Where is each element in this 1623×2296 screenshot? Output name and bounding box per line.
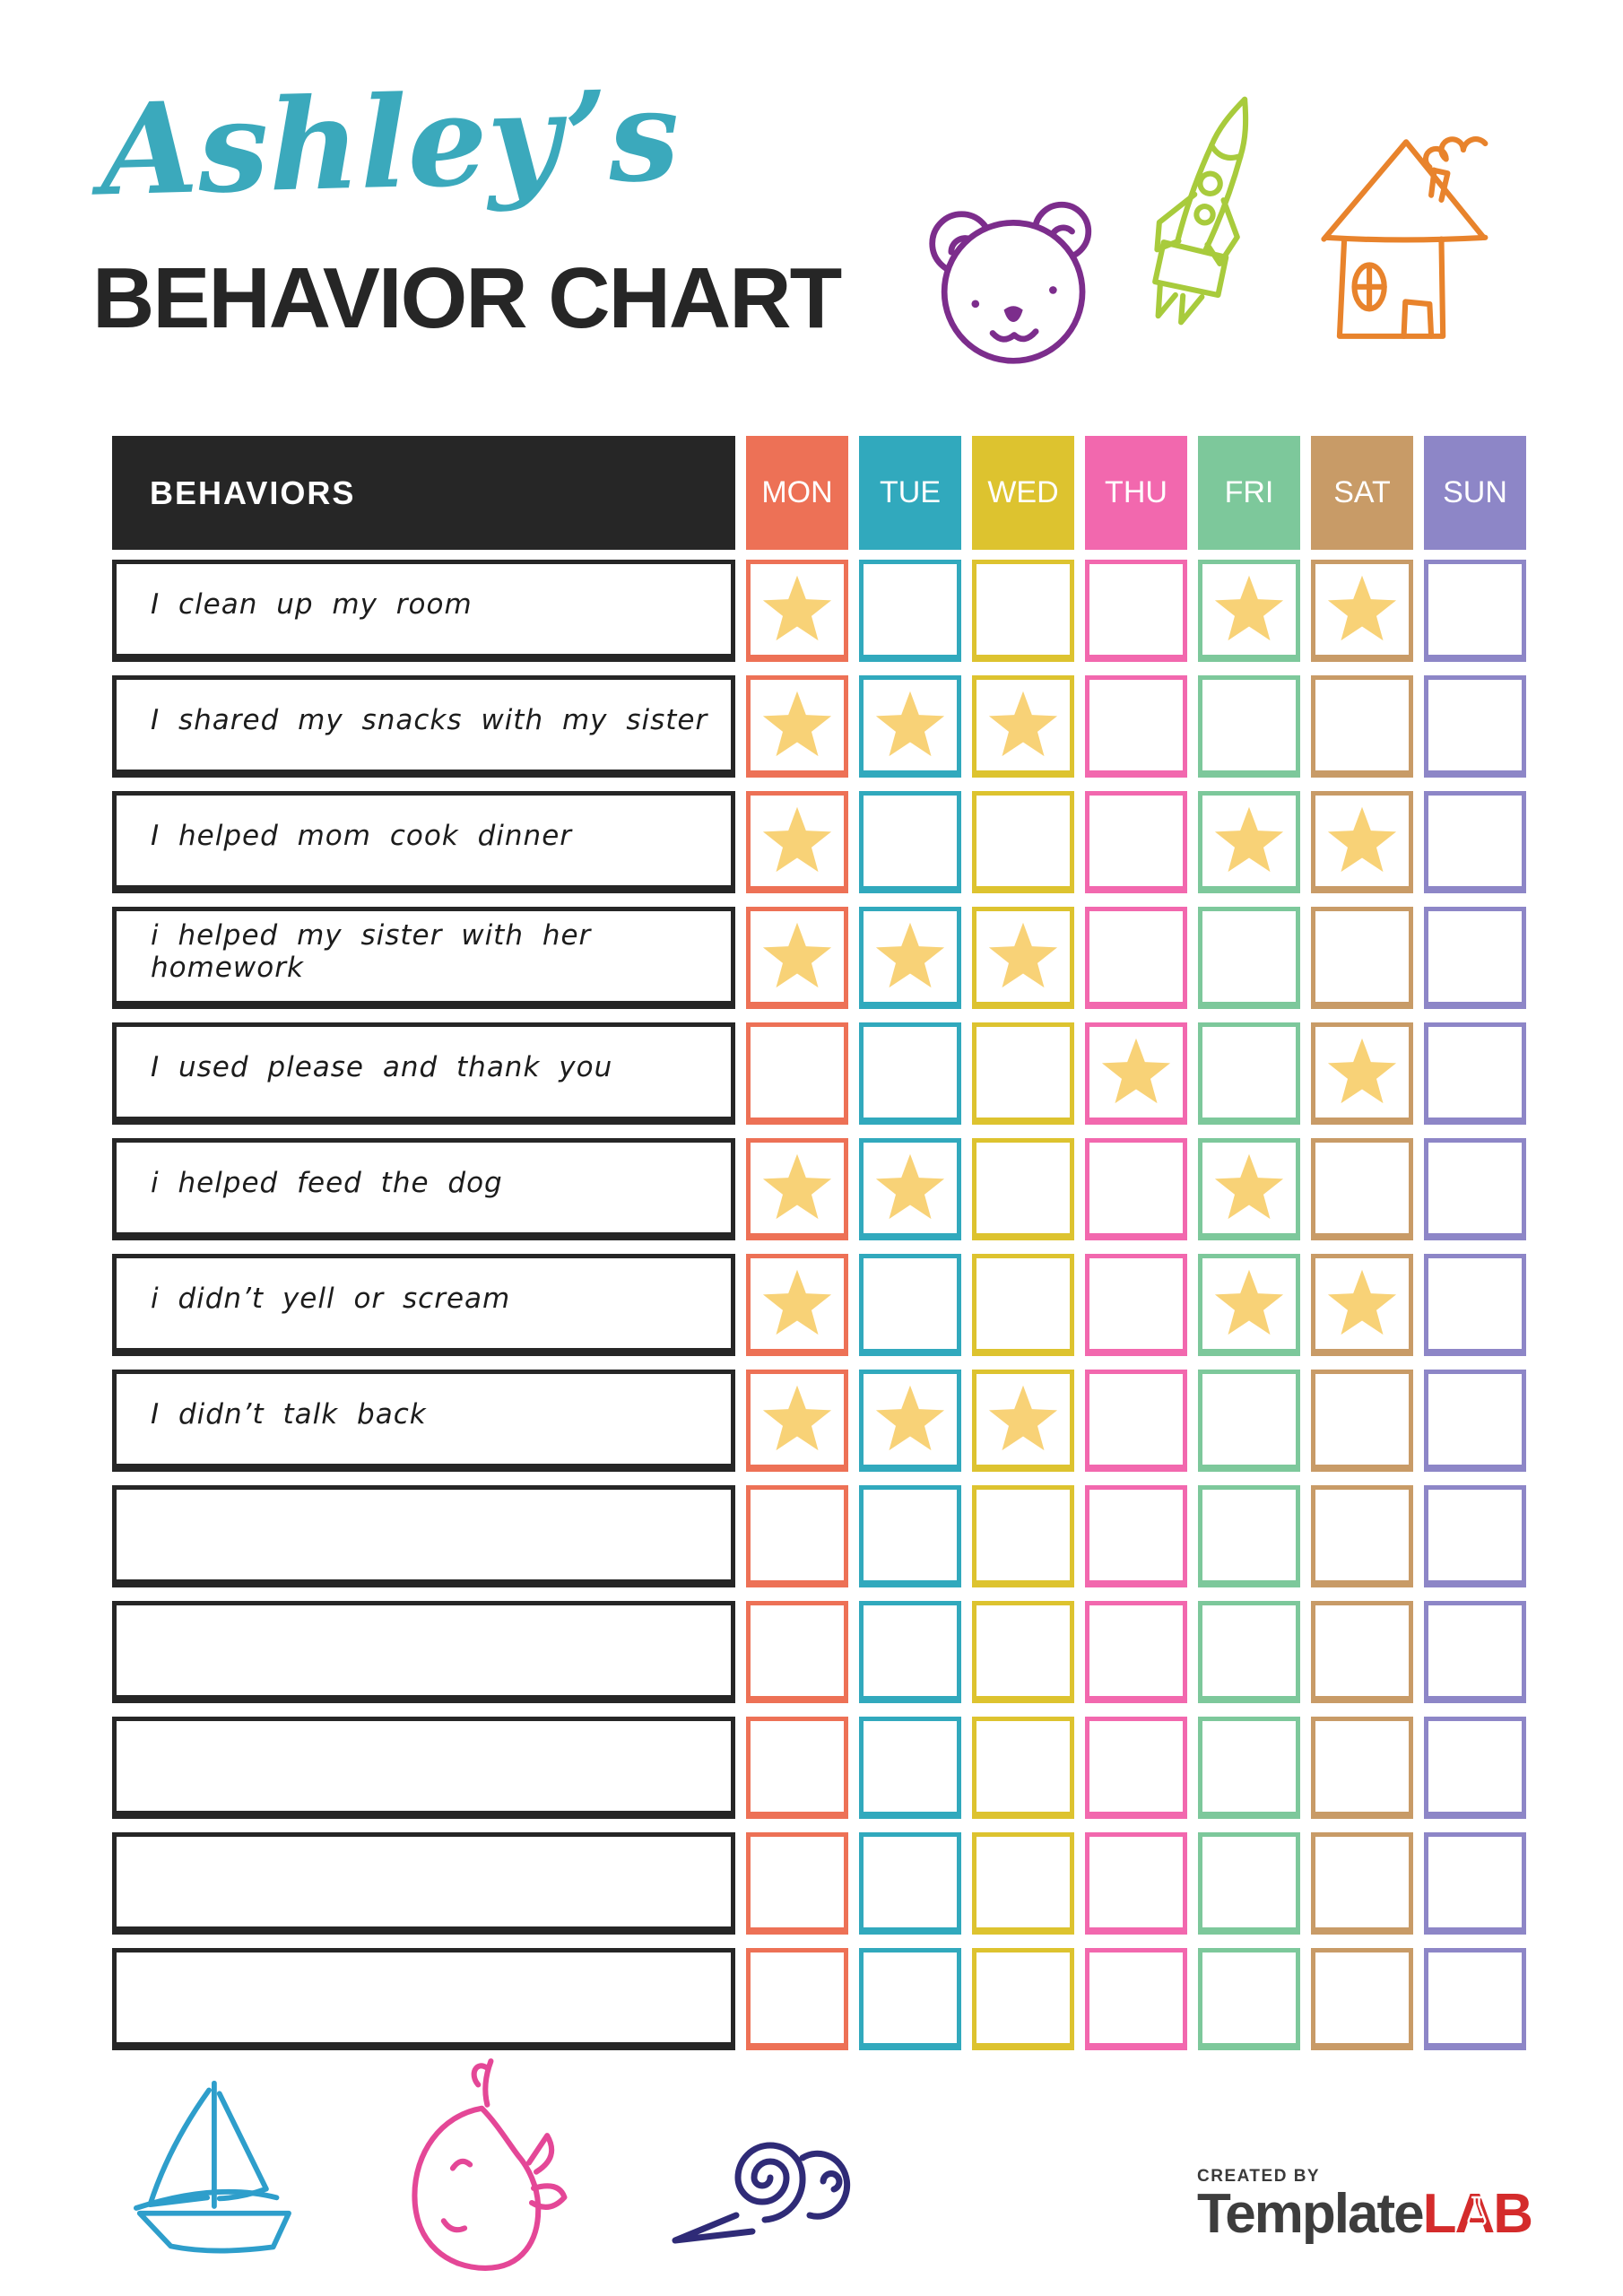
star-cell-thu[interactable] [1085, 560, 1187, 662]
star-cell-wed[interactable] [972, 1717, 1074, 1819]
chart-body [112, 560, 1526, 2050]
star-cell-sun[interactable] [1424, 1832, 1526, 1935]
star-cell-wed[interactable] [972, 675, 1074, 778]
star-cell-mon[interactable] [746, 1601, 848, 1703]
star-cell-sun[interactable] [1424, 907, 1526, 1009]
star-icon [761, 574, 833, 643]
star-cell-fri[interactable] [1198, 1254, 1300, 1356]
brand-lab: LAB [1422, 2183, 1532, 2245]
star-cell-mon[interactable] [746, 675, 848, 778]
behavior-row [112, 1717, 1526, 1819]
star-cell-sat[interactable] [1311, 791, 1413, 893]
star-cell-mon[interactable] [746, 907, 848, 1009]
star-cell-sat[interactable] [1311, 1370, 1413, 1472]
behaviors-column-header: BEHAVIORS [112, 436, 735, 550]
star-icon [761, 690, 833, 759]
star-cell-wed[interactable] [972, 1832, 1074, 1935]
star-cell-fri[interactable] [1198, 1138, 1300, 1240]
behavior-row [112, 1370, 1526, 1472]
star-cell-thu[interactable] [1085, 1717, 1187, 1819]
star-icon [874, 690, 946, 759]
star-icon [874, 1384, 946, 1453]
star-cell-thu[interactable] [1085, 1601, 1187, 1703]
star-cell-mon[interactable] [746, 560, 848, 662]
star-icon [1326, 805, 1398, 874]
behavior-label: I clean up my room [112, 560, 735, 662]
star-cell-sun[interactable] [1424, 1948, 1526, 2050]
day-header-wed: WED [972, 436, 1074, 550]
star-icon [987, 1384, 1059, 1453]
star-cell-wed[interactable] [972, 1948, 1074, 2050]
behavior-label: i helped my sister with her homework [112, 907, 735, 1009]
star-cell-sun[interactable] [1424, 1370, 1526, 1472]
star-cell-mon[interactable] [746, 1370, 848, 1472]
star-cell-mon[interactable] [746, 1717, 848, 1819]
star-cell-sat[interactable] [1311, 1948, 1413, 2050]
star-cell-tue[interactable] [859, 791, 961, 893]
star-icon [1213, 1152, 1285, 1222]
house-icon [1302, 88, 1537, 348]
star-icon [1213, 574, 1285, 643]
flask-icon [1466, 2196, 1488, 2226]
star-cell-sat[interactable] [1311, 1832, 1413, 1935]
star-icon [1326, 1037, 1398, 1106]
star-cell-thu[interactable] [1085, 675, 1187, 778]
star-cell-tue[interactable] [859, 1601, 961, 1703]
star-cell-sat[interactable] [1311, 1254, 1413, 1356]
star-cell-thu[interactable] [1085, 791, 1187, 893]
star-cell-wed[interactable] [972, 560, 1074, 662]
star-cell-sat[interactable] [1311, 1717, 1413, 1819]
star-icon [987, 690, 1059, 759]
star-cell-sun[interactable] [1424, 1254, 1526, 1356]
star-cell-mon[interactable] [746, 1022, 848, 1125]
behavior-label [112, 1948, 735, 2050]
star-cell-sat[interactable] [1311, 1138, 1413, 1240]
star-icon [874, 1152, 946, 1222]
behavior-row [112, 1832, 1526, 1935]
star-cell-tue[interactable] [859, 1485, 961, 1587]
star-cell-tue[interactable] [859, 1022, 961, 1125]
star-cell-thu[interactable] [1085, 1485, 1187, 1587]
star-cell-tue[interactable] [859, 907, 961, 1009]
day-header-fri: FRI [1198, 436, 1300, 550]
star-cell-sat[interactable] [1311, 1022, 1413, 1125]
star-cell-tue[interactable] [859, 1948, 961, 2050]
star-cell-fri[interactable] [1198, 1485, 1300, 1587]
star-cell-sat[interactable] [1311, 1485, 1413, 1587]
star-cell-sun[interactable] [1424, 1601, 1526, 1703]
day-header-tue: TUE [859, 436, 961, 550]
star-cell-fri[interactable] [1198, 1022, 1300, 1125]
behavior-row [112, 1485, 1526, 1587]
star-cell-mon[interactable] [746, 1948, 848, 2050]
behavior-row [112, 1254, 1526, 1356]
star-cell-wed[interactable] [972, 1370, 1074, 1472]
behavior-row [112, 675, 1526, 778]
brand-template: Template [1197, 2183, 1423, 2245]
star-cell-tue[interactable] [859, 1254, 961, 1356]
star-cell-wed[interactable] [972, 1022, 1074, 1125]
brand-wordmark [1197, 2183, 1538, 2245]
star-cell-sat[interactable] [1311, 560, 1413, 662]
behavior-row [112, 1022, 1526, 1125]
star-cell-fri[interactable] [1198, 1948, 1300, 2050]
star-cell-mon[interactable] [746, 1485, 848, 1587]
star-cell-mon[interactable] [746, 1138, 848, 1240]
star-cell-sun[interactable] [1424, 1022, 1526, 1125]
sailboat-icon [103, 2076, 372, 2258]
star-icon [1326, 574, 1398, 643]
behavior-chart [112, 436, 1526, 2064]
star-icon [761, 921, 833, 990]
star-cell-sat[interactable] [1311, 675, 1413, 778]
star-cell-sun[interactable] [1424, 1485, 1526, 1587]
star-cell-mon[interactable] [746, 791, 848, 893]
star-cell-fri[interactable] [1198, 1717, 1300, 1819]
star-cell-fri[interactable] [1198, 675, 1300, 778]
star-cell-fri[interactable] [1198, 1832, 1300, 1935]
behavior-label [112, 1601, 735, 1703]
star-icon [1213, 805, 1285, 874]
star-cell-thu[interactable] [1085, 1138, 1187, 1240]
behavior-row [112, 1948, 1526, 2050]
star-icon [761, 1384, 833, 1453]
star-icon [761, 1268, 833, 1337]
star-cell-thu[interactable] [1085, 1254, 1187, 1356]
star-cell-sun[interactable] [1424, 1717, 1526, 1819]
star-cell-mon[interactable] [746, 1832, 848, 1935]
star-icon [874, 921, 946, 990]
star-cell-wed[interactable] [972, 1254, 1074, 1356]
star-cell-wed[interactable] [972, 791, 1074, 893]
day-header-sat: SAT [1311, 436, 1413, 550]
behavior-row [112, 791, 1526, 893]
star-icon [1100, 1037, 1172, 1106]
star-icon [761, 1152, 833, 1222]
star-cell-thu[interactable] [1085, 1022, 1187, 1125]
star-cell-sat[interactable] [1311, 907, 1413, 1009]
star-cell-thu[interactable] [1085, 1832, 1187, 1935]
star-cell-tue[interactable] [859, 1370, 961, 1472]
star-cell-tue[interactable] [859, 675, 961, 778]
child-name-title: Ashley’s [98, 62, 681, 225]
star-cell-fri[interactable] [1198, 1601, 1300, 1703]
star-cell-sun[interactable] [1424, 560, 1526, 662]
created-by-label: CREATED BY [1197, 2167, 1321, 2186]
star-cell-wed[interactable] [972, 1485, 1074, 1587]
behavior-label: I helped mom cook dinner [112, 791, 735, 893]
rocket-icon [1132, 79, 1289, 379]
star-icon [761, 805, 833, 874]
star-cell-fri[interactable] [1198, 907, 1300, 1009]
templatelab-logo [1197, 2167, 1538, 2245]
day-header-sun: SUN [1424, 436, 1526, 550]
day-header-thu: THU [1085, 436, 1187, 550]
star-icon [1213, 1268, 1285, 1337]
star-cell-wed[interactable] [972, 907, 1074, 1009]
star-cell-sun[interactable] [1424, 675, 1526, 778]
day-header-mon: MON [746, 436, 848, 550]
star-cell-sat[interactable] [1311, 1601, 1413, 1703]
star-cell-tue[interactable] [859, 1717, 961, 1819]
behavior-label: I shared my snacks with my sister [112, 675, 735, 778]
behavior-label [112, 1832, 735, 1935]
behavior-label [112, 1717, 735, 1819]
star-cell-thu[interactable] [1085, 1370, 1187, 1472]
star-cell-fri[interactable] [1198, 560, 1300, 662]
star-cell-sun[interactable] [1424, 791, 1526, 893]
table-header-row [112, 436, 1526, 550]
page-title: BEHAVIOR CHART [92, 250, 841, 346]
star-cell-tue[interactable] [859, 560, 961, 662]
star-cell-sun[interactable] [1424, 1138, 1526, 1240]
behavior-row [112, 907, 1526, 1009]
behavior-row [112, 1601, 1526, 1703]
star-cell-thu[interactable] [1085, 907, 1187, 1009]
behavior-label: I didn’t talk back [112, 1370, 735, 1472]
behavior-row [112, 560, 1526, 662]
star-cell-wed[interactable] [972, 1138, 1074, 1240]
whale-icon [393, 2052, 597, 2274]
star-icon [1326, 1268, 1398, 1337]
star-cell-thu[interactable] [1085, 1948, 1187, 2050]
star-cell-fri[interactable] [1198, 1370, 1300, 1472]
behavior-label: i helped feed the dog [112, 1138, 735, 1240]
star-cell-mon[interactable] [746, 1254, 848, 1356]
behavior-label [112, 1485, 735, 1587]
star-icon [987, 921, 1059, 990]
behavior-row [112, 1138, 1526, 1240]
behavior-label: I used please and thank you [112, 1022, 735, 1125]
star-cell-tue[interactable] [859, 1138, 961, 1240]
snail-icon [659, 2115, 888, 2240]
star-cell-fri[interactable] [1198, 791, 1300, 893]
behavior-label: i didn’t yell or scream [112, 1254, 735, 1356]
star-cell-wed[interactable] [972, 1601, 1074, 1703]
bear-icon [916, 187, 1115, 368]
star-cell-tue[interactable] [859, 1832, 961, 1935]
